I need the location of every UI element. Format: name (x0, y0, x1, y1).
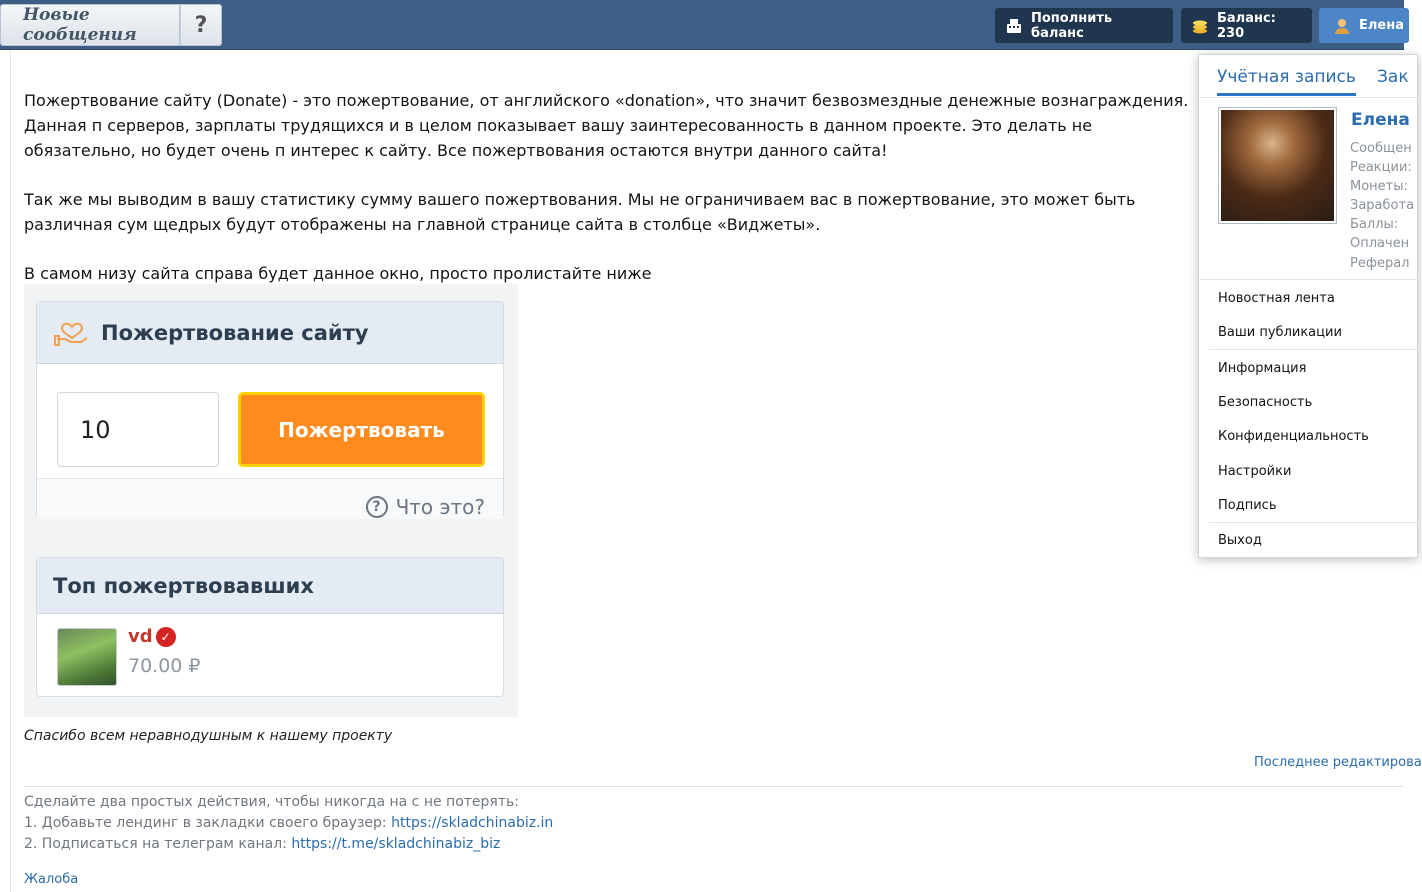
donation-amount-input[interactable]: 10 (57, 392, 219, 467)
help-button[interactable]: ? (180, 4, 222, 46)
image-caption: Спасибо всем неравнодушным к нашему проекту (24, 728, 393, 744)
post-paragraph-3: В самом низу сайта справа будет данное окно, просто пролистайте ниже (24, 264, 652, 283)
menu-item-privacy[interactable]: Конфиденциальность (1218, 429, 1369, 444)
cash-register-icon (1005, 17, 1023, 35)
post-paragraph-2: Так же мы выводим в вашу статистику сумму вашего пожертвования. Мы не ограничиваем вас в пожертвование, это может быть различная сум щедрых будут отображены на главной странице сайта в столбце «Виджеты». (24, 190, 1136, 234)
stat-referrals: Реферал (1350, 256, 1410, 271)
question-circle-icon: ? (366, 496, 388, 518)
what-is-it-link[interactable] (366, 495, 485, 519)
menu-divider-1 (1199, 279, 1419, 280)
topup-balance-button[interactable] (995, 8, 1173, 43)
top-navigation-bar (0, 0, 1404, 50)
stat-messages: Сообщен (1350, 141, 1412, 156)
account-name[interactable]: Елена (1351, 110, 1410, 130)
report-link[interactable]: Жалоба (24, 872, 79, 887)
menu-item-logout[interactable]: Выход (1218, 533, 1262, 548)
user-menu-button[interactable] (1319, 8, 1409, 43)
balance-label: Баланс: 230 (1217, 10, 1276, 41)
user-menu-label: Елена (1359, 18, 1404, 33)
donor-avatar (57, 628, 117, 686)
menu-item-information[interactable]: Информация (1218, 361, 1307, 376)
last-edited-link[interactable]: Последнее редактирова (1254, 755, 1422, 770)
signature-divider (24, 786, 1404, 787)
top-left-group (0, 4, 222, 46)
donor-amount: 70.00 ₽ (128, 655, 201, 677)
menu-item-news-feed[interactable]: Новостная лента (1218, 291, 1335, 306)
menu-divider-3 (1209, 522, 1419, 523)
new-messages-button[interactable]: Новые сообщения (0, 4, 180, 46)
donate-card (36, 301, 504, 518)
what-is-it-label: Что это? (395, 495, 485, 519)
coins-icon (1191, 17, 1209, 35)
signature-line-2 (24, 813, 553, 834)
donate-card-title: Пожертвование сайту (101, 320, 369, 345)
top-donors-card (36, 557, 504, 697)
menu-item-your-posts[interactable]: Ваши публикации (1218, 325, 1342, 340)
post-paragraph-1: Пожертвование сайту (Donate) - это пожертвование, от английского «donation», что значит безвозмездные денежные вознаграждения. Данная п серверов, зарплаты трудящихся и в целом показывает вашу заинтересованность в данном проекте. Это делать не обязательно, но будет очень п интерес к сайту. Все пожертвования остаются внутри данного сайта! (24, 91, 1189, 160)
signature-line-2-text: 1. Добавьте лендинг в закладки своего браузер: (24, 815, 392, 831)
avatar-image (1221, 110, 1334, 221)
balance-button[interactable] (1181, 8, 1312, 43)
menu-item-settings[interactable]: Настройки (1218, 464, 1292, 479)
stat-earned: Заработа (1350, 198, 1415, 213)
account-avatar[interactable] (1218, 107, 1337, 224)
menu-item-security[interactable]: Безопасность (1218, 395, 1313, 410)
tabs-divider (1199, 97, 1417, 98)
verified-check-icon: ✓ (156, 627, 176, 647)
menu-item-signature[interactable]: Подпись (1218, 498, 1277, 513)
content-left-border (10, 50, 11, 892)
landing-link[interactable]: https://skladchinabiz.in (391, 815, 554, 831)
donor-name-label: vd (128, 626, 153, 647)
account-tabs (1199, 55, 1417, 99)
donate-button[interactable]: Пожертвовать (238, 392, 485, 467)
signature-line-3 (24, 834, 553, 855)
user-avatar-icon (1333, 17, 1351, 35)
tab-account[interactable]: Учётная запись (1217, 67, 1356, 96)
donor-name (128, 626, 176, 647)
signature-block (24, 792, 553, 855)
signature-line-3-text: 2. Подписаться на телеграм канал: (24, 836, 292, 852)
signature-line-1: Сделайте два простых действия, чтобы никогда на с не потерять: (24, 794, 519, 810)
stat-points: Баллы: (1350, 217, 1399, 232)
stat-paid: Оплачен (1350, 236, 1410, 251)
donate-widget-image (24, 284, 518, 717)
top-donors-title: Топ пожертвовавших (53, 573, 314, 598)
post-body (24, 88, 1204, 286)
tab-bookmarks[interactable]: Зак (1377, 67, 1409, 87)
telegram-link[interactable]: https://t.me/skladchinabiz_biz (291, 836, 501, 852)
heart-hand-icon (53, 311, 91, 354)
menu-divider-2 (1209, 349, 1419, 350)
account-dropdown (1198, 54, 1418, 558)
stat-coins: Монеты: (1350, 179, 1408, 194)
topup-balance-label: Пополнить баланс (1031, 10, 1113, 41)
top-donors-header (37, 558, 503, 614)
donate-card-header (37, 302, 503, 364)
stat-reactions: Реакции: (1350, 160, 1412, 175)
